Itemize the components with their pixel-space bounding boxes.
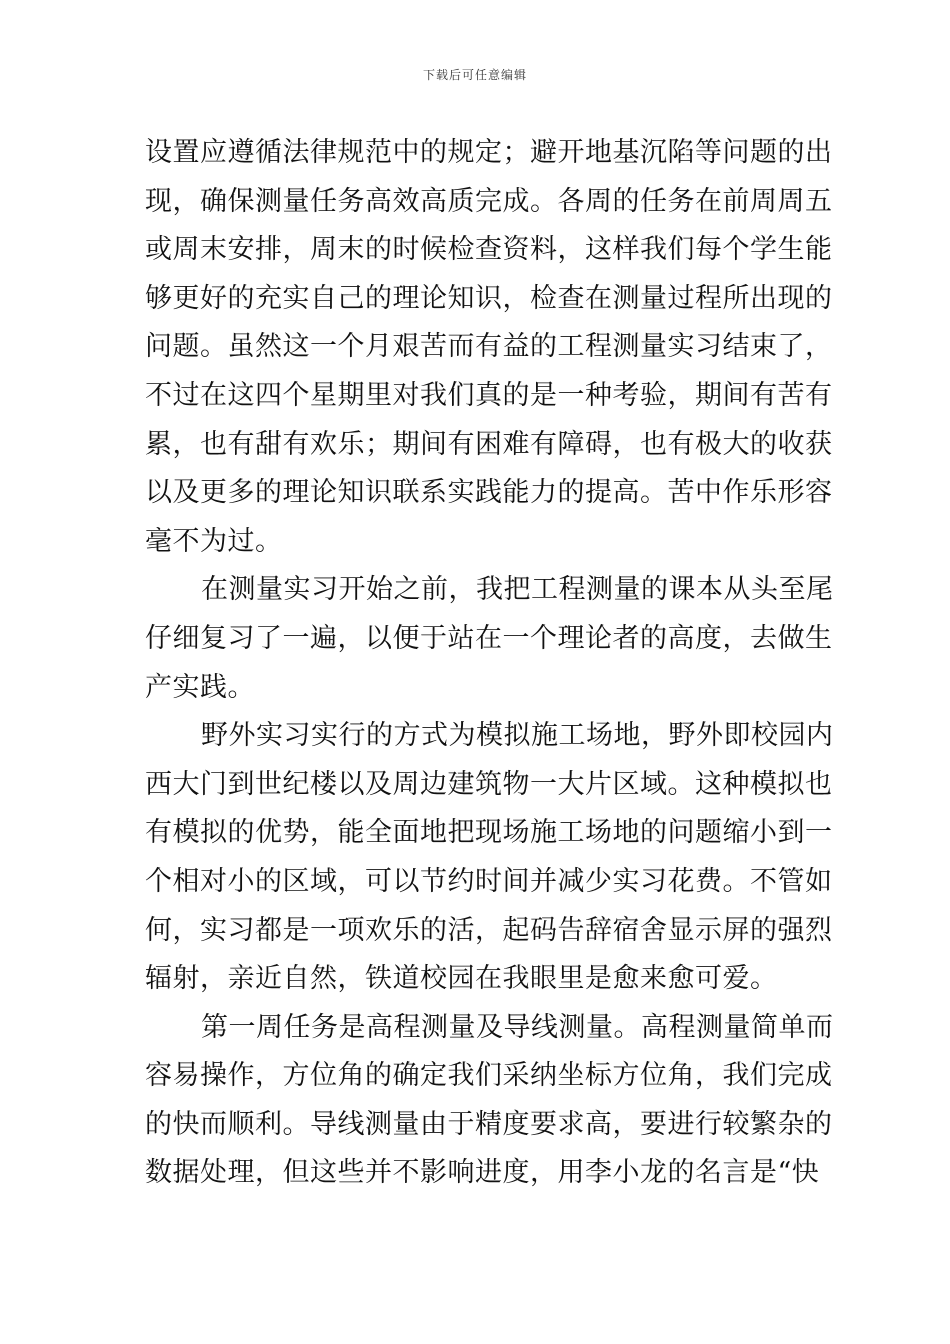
paragraph-first-line: 野外实习实行的方式为模拟施工场地，野外即校园内 <box>201 720 834 752</box>
text-line: 以及更多的理论知识联系实践能力的提高。苦中作乐形容 <box>145 477 833 509</box>
text-line: 容易操作，方位角的确定我们采纳坐标方位角，我们完成 <box>145 1060 833 1092</box>
paragraph-first-line: 第一周任务是高程测量及导线测量。高程测量简单而 <box>201 1011 834 1043</box>
text-line: 不过在这四个星期里对我们真的是一种考验，期间有苦有 <box>145 379 833 411</box>
text-line: 的快而顺利。导线测量由于精度要求高，要进行较繁杂的 <box>145 1108 833 1140</box>
text-line: 仔细复习了一遍，以便于站在一个理论者的高度，去做生 <box>145 622 833 654</box>
text-line: 辐射，亲近自然，铁道校园在我眼里是愈来愈可爱。 <box>145 963 778 995</box>
text-line: 够更好的充实自己的理论知识，检查在测量过程所出现的 <box>145 282 833 314</box>
text-line: 产实践。 <box>145 671 255 703</box>
text-line: 毫不为过。 <box>145 525 283 557</box>
text-line: 或周末安排，周末的时候检查资料，这样我们每个学生能 <box>145 234 833 266</box>
text-line: 个相对小的区域，可以节约时间并减少实习花费。不管如 <box>145 865 833 897</box>
text-line: 现，确保测量任务高效高质完成。各周的任务在前周周五 <box>145 185 833 217</box>
text-line: 设置应遵循法律规范中的规定；避开地基沉陷等问题的出 <box>145 137 833 168</box>
text-line: 何，实习都是一项欢乐的活，起码告辞宿舍显示屏的强烈 <box>145 914 833 946</box>
header-note: 下载后可任意编辑 <box>422 68 527 82</box>
text-line: 问题。虽然这一个月艰苦而有益的工程测量实习结束了， <box>145 331 833 363</box>
text-line: 西大门到世纪楼以及周边建筑物一大片区域。这种模拟也 <box>145 768 833 800</box>
paragraph-first-line: 在测量实习开始之前，我把工程测量的课本从头至尾 <box>201 574 834 606</box>
document-body <box>145 129 834 1198</box>
text-line: 有模拟的优势，能全面地把现场施工场地的问题缩小到一 <box>145 817 833 849</box>
text-line: 累，也有甜有欢乐；期间有困难有障碍，也有极大的收获 <box>145 428 833 460</box>
text-line: 数据处理，但这些并不影响进度，用李小龙的名言是“快 <box>145 1157 820 1189</box>
